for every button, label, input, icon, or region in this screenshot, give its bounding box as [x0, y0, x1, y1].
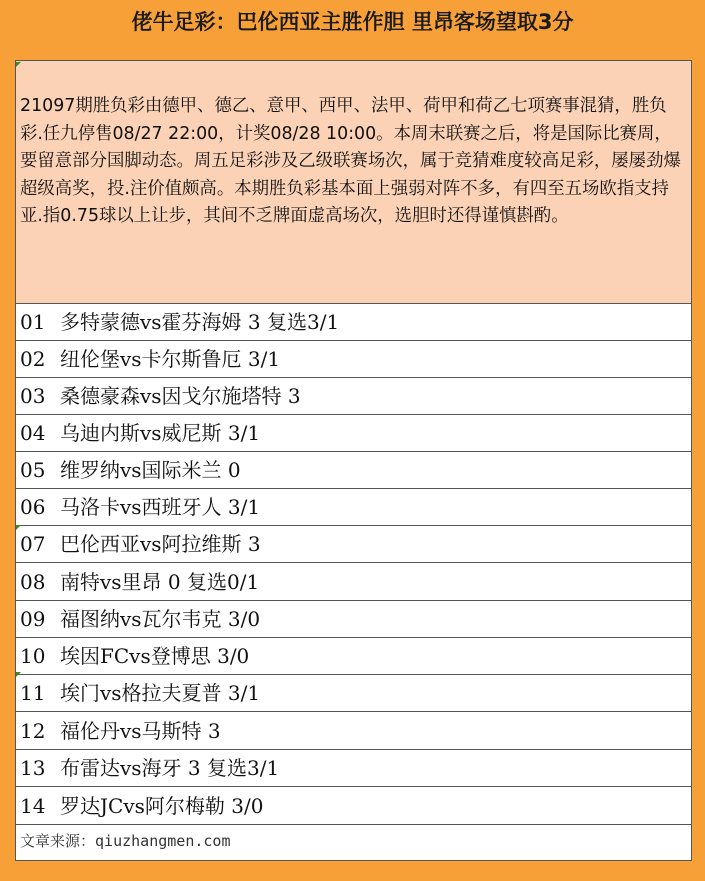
match-number: 08 [20, 570, 46, 594]
match-number: 05 [20, 458, 46, 482]
page-title: 佬牛足彩：巴伦西亚主胜作胆 里昂客场望取3分 [131, 10, 574, 34]
match-text: 罗达JCvs阿尔梅勒 3/0 [60, 794, 264, 818]
match-number: 03 [20, 384, 46, 408]
match-row [16, 526, 691, 563]
match-row [16, 304, 691, 341]
match-text: 福图纳vs瓦尔韦克 3/0 [60, 607, 261, 631]
match-row [16, 563, 691, 601]
match-number: 12 [20, 719, 46, 743]
match-text: 马洛卡vs西班牙人 3/1 [60, 495, 261, 519]
match-row [16, 712, 691, 750]
match-row [16, 415, 691, 452]
match-text: 维罗纳vs国际米兰 0 [60, 458, 241, 482]
match-text: 布雷达vs海牙 3 复选3/1 [60, 756, 280, 780]
match-number: 10 [20, 644, 46, 668]
match-text: 桑德豪森vs因戈尔施塔特 3 [60, 384, 301, 408]
match-number: 13 [20, 756, 46, 780]
match-text: 福伦丹vs马斯特 3 [60, 719, 221, 743]
match-number: 02 [20, 347, 46, 371]
match-number: 11 [20, 681, 46, 705]
match-number: 09 [20, 607, 46, 631]
match-row [16, 787, 691, 825]
match-number: 07 [20, 532, 46, 556]
match-row [16, 601, 691, 638]
match-list [16, 304, 691, 825]
article-card [15, 60, 692, 861]
match-number: 01 [20, 310, 46, 334]
corner-mark-icon [16, 525, 21, 530]
match-text: 纽伦堡vs卡尔斯鲁厄 3/1 [60, 347, 281, 371]
match-row [16, 675, 691, 712]
match-row [16, 489, 691, 526]
source-line [20, 823, 230, 859]
match-text: 南特vs里昂 0 复选0/1 [60, 570, 260, 594]
match-row [16, 341, 691, 378]
match-number: 14 [20, 794, 46, 818]
match-text: 埃因FCvs登博思 3/0 [60, 644, 250, 668]
match-text: 巴伦西亚vs阿拉维斯 3 [60, 532, 261, 556]
match-row [16, 452, 691, 489]
corner-mark-icon [16, 62, 21, 67]
match-number: 04 [20, 421, 46, 445]
match-number: 06 [20, 495, 46, 519]
intro-paragraph: 21097期胜负彩由德甲、德乙、意甲、西甲、法甲、荷甲和荷乙七项赛事混猜，胜负彩.任九停售08/27 22:00，计奖08/28 10:00。本周末联赛之后，将是国际比赛周，要留意部分国脚动态。周五足彩涉及乙级联赛场次，属于竞猜难度较高足彩，屡屡劲爆超级高奖，投.注价值颇高。本期胜负彩基本面上强弱对阵不多，有四至五场欧指支持亚.指0.75球以上让步，其间不乏牌面虚高场次，选胆时还得谨慎斟酌。 [16, 61, 691, 304]
match-text: 埃门vs格拉夫夏普 3/1 [60, 681, 261, 705]
match-row [16, 638, 691, 675]
match-text: 多特蒙德vs霍芬海姆 3 复选3/1 [60, 310, 340, 334]
match-row [16, 378, 691, 415]
source-site-link[interactable]: qiuzhangmen.com [95, 832, 231, 850]
corner-mark-icon [16, 672, 21, 677]
match-text: 乌迪内斯vs威尼斯 3/1 [60, 421, 261, 445]
source-label: 文章来源： [20, 832, 96, 850]
match-row [16, 750, 691, 787]
